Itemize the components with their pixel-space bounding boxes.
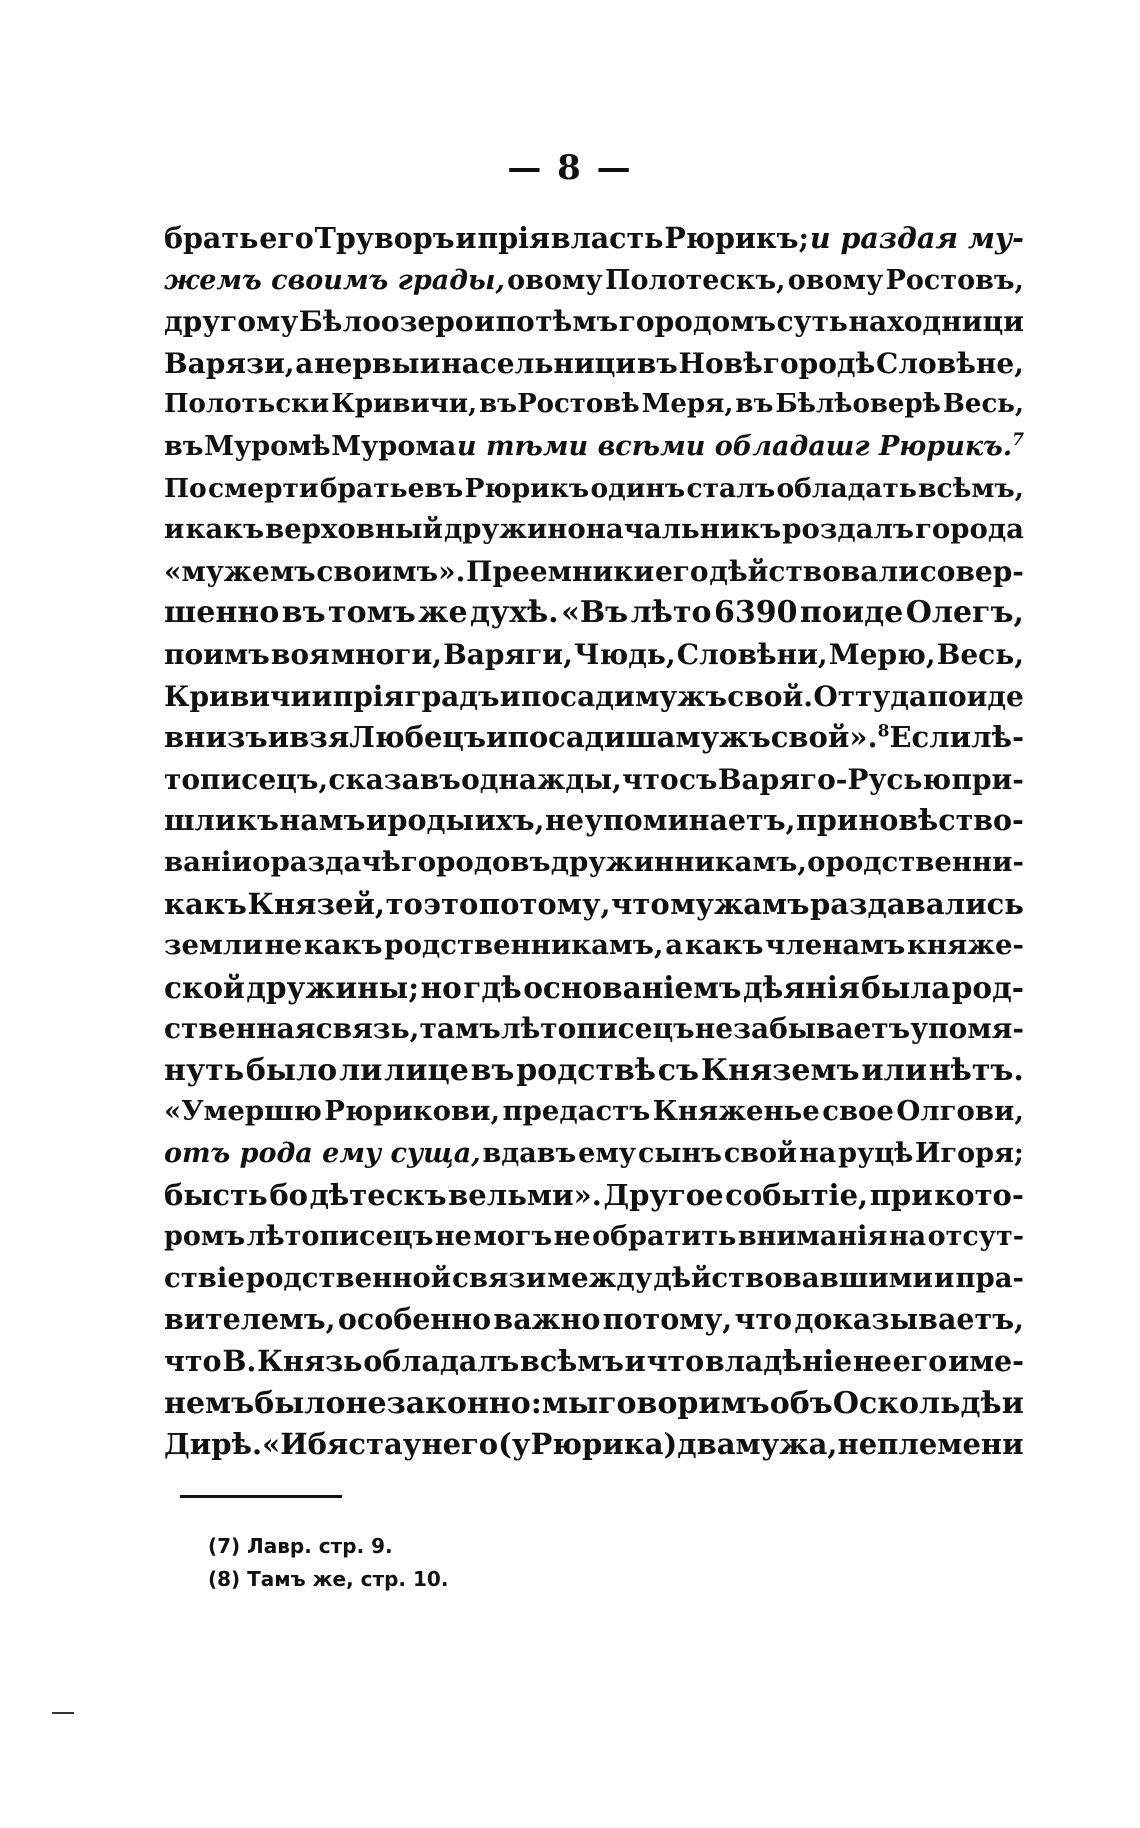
word: въРостовѣ bbox=[479, 389, 640, 420]
word: или bbox=[861, 1052, 927, 1088]
word: братьевъ bbox=[319, 472, 464, 504]
word: княже- bbox=[906, 929, 1024, 962]
word: «мужемъ bbox=[164, 554, 316, 588]
text-line bbox=[164, 260, 1024, 302]
word: на bbox=[888, 1221, 927, 1253]
text-line bbox=[164, 1424, 1024, 1466]
word: Полотьски bbox=[164, 389, 330, 420]
word: одинъ bbox=[590, 472, 686, 504]
word: членамъ bbox=[765, 929, 906, 962]
word: него bbox=[421, 1427, 499, 1462]
word: забываетъ bbox=[733, 1012, 911, 1046]
word: что bbox=[611, 886, 670, 921]
word: это bbox=[423, 886, 479, 921]
word: свой bbox=[723, 1138, 798, 1170]
word: родствѣ bbox=[516, 1052, 656, 1088]
word: руцѣ bbox=[838, 1138, 914, 1170]
text-line bbox=[164, 1299, 1024, 1341]
word: дружиноначальникъ bbox=[443, 513, 782, 546]
word: не bbox=[694, 1012, 734, 1046]
body-text bbox=[164, 218, 1024, 1466]
word: упомя- bbox=[910, 1012, 1024, 1046]
word: Ростовъ, bbox=[885, 264, 1024, 296]
word: Оскольдѣ bbox=[832, 1385, 1002, 1421]
word: то bbox=[385, 886, 423, 921]
word: роздалъ bbox=[782, 513, 915, 546]
word: связи bbox=[452, 1261, 547, 1294]
text-line bbox=[164, 509, 1024, 551]
word: шли bbox=[164, 803, 236, 838]
word: по bbox=[495, 305, 535, 339]
text-line bbox=[164, 925, 1024, 967]
word: свой».$^8$ bbox=[770, 720, 890, 755]
word: шенно bbox=[164, 595, 280, 631]
word: всѣмъ, bbox=[918, 472, 1024, 504]
word: и раздая му- bbox=[809, 221, 1024, 255]
text-line bbox=[164, 343, 1024, 385]
word: при- bbox=[951, 762, 1024, 796]
word: (у bbox=[498, 1427, 531, 1462]
word: отъ рода ему суща, bbox=[164, 1138, 481, 1170]
word: Варяги, bbox=[443, 637, 573, 671]
word: Весь, bbox=[936, 637, 1024, 671]
word: дѣйствовали bbox=[709, 554, 920, 588]
word: обладать bbox=[776, 472, 917, 504]
word: Словѣне, bbox=[876, 346, 1024, 380]
word: городомъ bbox=[618, 305, 776, 339]
word: вителемъ, bbox=[164, 1302, 336, 1337]
word: не bbox=[434, 1221, 472, 1253]
word: и bbox=[486, 720, 508, 755]
word: бяста bbox=[307, 1427, 403, 1462]
word: мы bbox=[541, 1385, 599, 1421]
word: Князей, bbox=[247, 886, 386, 921]
word: не bbox=[553, 1221, 591, 1253]
word: Дирѣ. bbox=[164, 1427, 263, 1462]
word: важно bbox=[493, 1302, 601, 1337]
word: поиде bbox=[927, 679, 1024, 713]
word: у bbox=[402, 1427, 422, 1462]
word: Игоря; bbox=[915, 1138, 1024, 1170]
word: Бѣлѣоверѣ bbox=[775, 389, 941, 420]
footnotes bbox=[208, 1530, 448, 1596]
word: его bbox=[892, 1344, 948, 1379]
word: раздавались bbox=[809, 886, 1024, 921]
word: находници bbox=[848, 305, 1024, 339]
word: связь, bbox=[315, 1012, 420, 1046]
word: съ bbox=[657, 1052, 700, 1088]
word: и bbox=[365, 803, 388, 838]
word: въ bbox=[735, 389, 774, 420]
text-line bbox=[164, 717, 1024, 759]
text-line bbox=[164, 468, 1024, 510]
word: на bbox=[798, 1138, 837, 1170]
word: съ bbox=[679, 762, 718, 796]
word: что bbox=[646, 1344, 705, 1379]
word: Преемники bbox=[466, 554, 655, 588]
word: отсут- bbox=[927, 1221, 1024, 1253]
word: намъ bbox=[279, 803, 366, 838]
word: и bbox=[267, 720, 290, 755]
word: нѣтъ. bbox=[928, 1052, 1024, 1088]
word: какъ bbox=[164, 886, 247, 921]
word: роды bbox=[387, 803, 475, 838]
word: было bbox=[245, 1052, 338, 1088]
word: бысть bbox=[164, 1177, 268, 1212]
text-line bbox=[164, 301, 1024, 343]
text-line bbox=[164, 551, 1024, 593]
word: Если bbox=[889, 720, 972, 755]
word: «И bbox=[262, 1427, 308, 1462]
word: многи, bbox=[330, 637, 442, 671]
word: мужа, bbox=[735, 1427, 838, 1462]
word: тописецъ, bbox=[164, 762, 329, 796]
word: и bbox=[311, 679, 333, 713]
word: о bbox=[807, 845, 826, 878]
text-line bbox=[164, 1175, 1024, 1217]
word: Мурома bbox=[331, 430, 457, 462]
word: овому bbox=[787, 264, 884, 296]
word: совер- bbox=[919, 554, 1024, 588]
word: Кривичи, bbox=[331, 389, 478, 420]
word: внизъ bbox=[164, 720, 268, 755]
word: но bbox=[420, 969, 462, 1005]
word: событіе, bbox=[725, 1177, 869, 1212]
word: и bbox=[164, 513, 185, 546]
text-line bbox=[164, 967, 1024, 1009]
word: вдавъ bbox=[482, 1138, 577, 1170]
word: потому, bbox=[602, 1302, 733, 1337]
word: доказываетъ, bbox=[794, 1302, 1024, 1337]
word: свое bbox=[822, 1095, 894, 1128]
text-line bbox=[164, 592, 1024, 634]
word: По bbox=[164, 472, 207, 504]
word: брать bbox=[164, 221, 259, 255]
word: не bbox=[852, 1344, 892, 1379]
word: и bbox=[499, 679, 521, 713]
word: дѣянія bbox=[742, 969, 860, 1005]
word: не bbox=[837, 1427, 878, 1462]
word: духѣ. bbox=[470, 595, 559, 631]
word: его bbox=[259, 221, 314, 255]
word: была bbox=[861, 969, 951, 1005]
word: племени bbox=[877, 1427, 1024, 1462]
word: нуть bbox=[164, 1052, 245, 1088]
word: Рюрикъ; bbox=[664, 221, 810, 255]
word: какъ bbox=[684, 929, 764, 962]
word: Княземъ bbox=[700, 1052, 860, 1088]
word: потому, bbox=[478, 886, 611, 921]
word: объ bbox=[769, 1385, 833, 1421]
text-line bbox=[164, 218, 1024, 260]
word: вельми». bbox=[448, 1177, 602, 1212]
word: обратить bbox=[592, 1221, 737, 1253]
word: Олгови, bbox=[896, 1095, 1024, 1128]
word: предастъ bbox=[502, 1095, 651, 1128]
word: сынъ bbox=[637, 1138, 722, 1170]
word: а bbox=[665, 929, 684, 962]
word: обладалъ bbox=[363, 1344, 520, 1379]
word: Полотескъ, bbox=[604, 264, 786, 296]
word: ствіе bbox=[164, 1261, 245, 1294]
word: упоминаетъ, bbox=[584, 803, 796, 838]
word: въ bbox=[281, 595, 326, 631]
word: верховный bbox=[265, 513, 443, 546]
word: было bbox=[254, 1385, 346, 1421]
word: сталъ bbox=[686, 472, 776, 504]
margin-mark bbox=[52, 1712, 74, 1714]
word: поиде bbox=[799, 595, 904, 631]
text-line bbox=[164, 800, 1024, 842]
word: говоримъ bbox=[598, 1385, 770, 1421]
word: ихъ, bbox=[474, 803, 545, 838]
word: городовъ bbox=[400, 845, 551, 878]
word: Любецъ bbox=[349, 720, 487, 755]
word: Княженье bbox=[652, 1095, 820, 1128]
footnote-7: (7) Лавр. стр. 9. bbox=[208, 1534, 393, 1558]
word: и bbox=[1001, 1385, 1024, 1421]
word: вниманія bbox=[737, 1221, 888, 1253]
word: между bbox=[547, 1261, 653, 1294]
word: лѣ- bbox=[971, 720, 1025, 755]
word: власть bbox=[550, 221, 664, 255]
word: города bbox=[915, 513, 1024, 546]
word: 6390 bbox=[713, 595, 798, 631]
word: Чюдь, bbox=[573, 637, 676, 671]
word: «Въ bbox=[561, 595, 629, 631]
word: немъ bbox=[164, 1385, 255, 1421]
word: мужамъ bbox=[670, 886, 810, 921]
word: что bbox=[734, 1302, 792, 1337]
word: однажды, bbox=[461, 762, 622, 796]
word: основаніемъ bbox=[523, 969, 742, 1005]
word: име- bbox=[948, 1344, 1024, 1379]
word: не bbox=[545, 803, 585, 838]
word: а bbox=[295, 346, 314, 380]
word: новѣство- bbox=[858, 803, 1024, 838]
word: что bbox=[164, 1344, 222, 1379]
word: раздачѣ bbox=[270, 845, 401, 878]
word: Бѣлоозеро bbox=[298, 305, 474, 339]
word: поимъ bbox=[164, 637, 270, 671]
word: тѣмъ bbox=[535, 305, 619, 339]
word: Оттуда bbox=[813, 679, 928, 713]
text-line bbox=[164, 1050, 1024, 1092]
word: кото- bbox=[934, 1177, 1024, 1212]
word: и bbox=[455, 221, 477, 255]
text-line bbox=[164, 426, 1024, 468]
word: какъ bbox=[303, 929, 383, 962]
word: при bbox=[796, 803, 858, 838]
word: Новѣгородѣ bbox=[678, 346, 876, 380]
text-line bbox=[164, 1091, 1024, 1133]
word: не bbox=[264, 929, 303, 962]
word: насельници bbox=[441, 346, 637, 380]
text-line bbox=[164, 759, 1024, 801]
word: своимъ». bbox=[316, 554, 466, 588]
word: бо bbox=[269, 1177, 308, 1212]
word: Рюрикъ bbox=[464, 472, 590, 504]
word: что bbox=[622, 762, 679, 796]
text-line bbox=[164, 676, 1024, 718]
word: тамъ bbox=[419, 1012, 501, 1046]
word: Меря, bbox=[641, 389, 734, 420]
word: дѣйствовавшими bbox=[653, 1261, 933, 1294]
word: Весь, bbox=[942, 389, 1024, 420]
word: свой. bbox=[727, 679, 813, 713]
word: посадиша bbox=[507, 720, 676, 755]
word: при bbox=[869, 1177, 933, 1212]
word: Муромѣ bbox=[204, 430, 331, 462]
word: родственни- bbox=[825, 845, 1024, 878]
word: Словѣни, bbox=[676, 637, 828, 671]
word: В. bbox=[222, 1344, 257, 1379]
word: лѣтописецъ bbox=[500, 1012, 695, 1046]
word: его bbox=[654, 554, 709, 588]
word: владѣніе bbox=[704, 1344, 853, 1379]
word: дѣтескъ bbox=[309, 1177, 447, 1212]
word: Труворъ bbox=[314, 221, 455, 255]
word: Рюрикови, bbox=[324, 1095, 501, 1128]
footnote-8: (8) Тамъ же, стр. 10. bbox=[208, 1567, 449, 1591]
word: гдѣ bbox=[463, 969, 522, 1005]
text-line bbox=[164, 1383, 1024, 1425]
text-line bbox=[164, 884, 1024, 926]
word: воя bbox=[270, 637, 330, 671]
word: родственной bbox=[245, 1261, 452, 1294]
word: же bbox=[418, 595, 468, 631]
word: въ bbox=[470, 1052, 515, 1088]
word: Рюрика) bbox=[530, 1427, 678, 1462]
word: о bbox=[252, 845, 271, 878]
word: ской bbox=[164, 969, 245, 1005]
text-line bbox=[164, 634, 1024, 676]
footnote-marker: 8 bbox=[877, 721, 890, 742]
text-line bbox=[164, 1258, 1024, 1300]
word: «Умершю bbox=[164, 1095, 322, 1128]
word: Мерю, bbox=[828, 637, 936, 671]
word: ли bbox=[338, 1052, 383, 1088]
footnote-rule bbox=[180, 1495, 342, 1498]
word: лѣто bbox=[630, 595, 712, 631]
word: и bbox=[624, 1344, 646, 1379]
text-line bbox=[164, 1133, 1024, 1175]
word: въ bbox=[636, 346, 678, 380]
page-number: — 8 — bbox=[507, 148, 633, 188]
word: мужъ bbox=[675, 720, 771, 755]
word: родственникамъ, bbox=[384, 929, 664, 962]
word: всѣмъ bbox=[520, 1344, 624, 1379]
word: овому bbox=[507, 264, 603, 296]
word: въ bbox=[164, 430, 204, 462]
word: Князь bbox=[257, 1344, 363, 1379]
text-line bbox=[164, 384, 1024, 426]
word: Другое bbox=[603, 1177, 724, 1212]
word: ему bbox=[578, 1138, 637, 1170]
word: мужъ bbox=[634, 679, 727, 713]
word: сказавъ bbox=[328, 762, 461, 796]
word: ваніи bbox=[164, 845, 252, 878]
word: какъ bbox=[185, 513, 265, 546]
word: два bbox=[677, 1427, 736, 1462]
word: род- bbox=[951, 969, 1024, 1005]
word: томъ bbox=[328, 595, 416, 631]
word: земли bbox=[164, 929, 263, 962]
word: незаконно: bbox=[345, 1385, 542, 1421]
word: лице bbox=[384, 1052, 469, 1088]
word: пра- bbox=[955, 1261, 1024, 1294]
footnote-marker: 7 bbox=[1012, 429, 1024, 450]
word: нервыи bbox=[314, 346, 441, 380]
word: могъ bbox=[473, 1221, 553, 1253]
text-line bbox=[164, 1216, 1024, 1258]
text-line bbox=[164, 1341, 1024, 1383]
word: Варяго-Русью bbox=[717, 762, 952, 796]
word: ственная bbox=[164, 1012, 316, 1046]
word: Кривичи bbox=[164, 679, 312, 713]
word: и bbox=[474, 305, 495, 339]
word: дружинникамъ, bbox=[550, 845, 807, 878]
word: и тѣми всѣми обладашг Рюрикъ.$^7$ bbox=[456, 429, 1024, 462]
word: посади bbox=[520, 679, 635, 713]
word: дружины; bbox=[246, 969, 420, 1005]
word: особенно bbox=[337, 1302, 492, 1337]
text-line bbox=[164, 1008, 1024, 1050]
word: другому bbox=[164, 305, 299, 339]
word: Олегъ, bbox=[905, 595, 1024, 631]
word: ромъ bbox=[164, 1221, 246, 1253]
word: къ bbox=[236, 803, 279, 838]
word: Варязи, bbox=[164, 346, 295, 380]
word: прія bbox=[332, 679, 405, 713]
word: и bbox=[933, 1261, 955, 1294]
word: жемъ своимъ грады, bbox=[164, 264, 505, 296]
word: смерти bbox=[207, 472, 319, 504]
word: лѣтописецъ bbox=[246, 1221, 434, 1253]
text-line bbox=[164, 842, 1024, 884]
word: градъ bbox=[404, 679, 500, 713]
word: прія bbox=[477, 221, 550, 255]
word: суть bbox=[776, 305, 848, 339]
word: взя bbox=[289, 720, 350, 755]
